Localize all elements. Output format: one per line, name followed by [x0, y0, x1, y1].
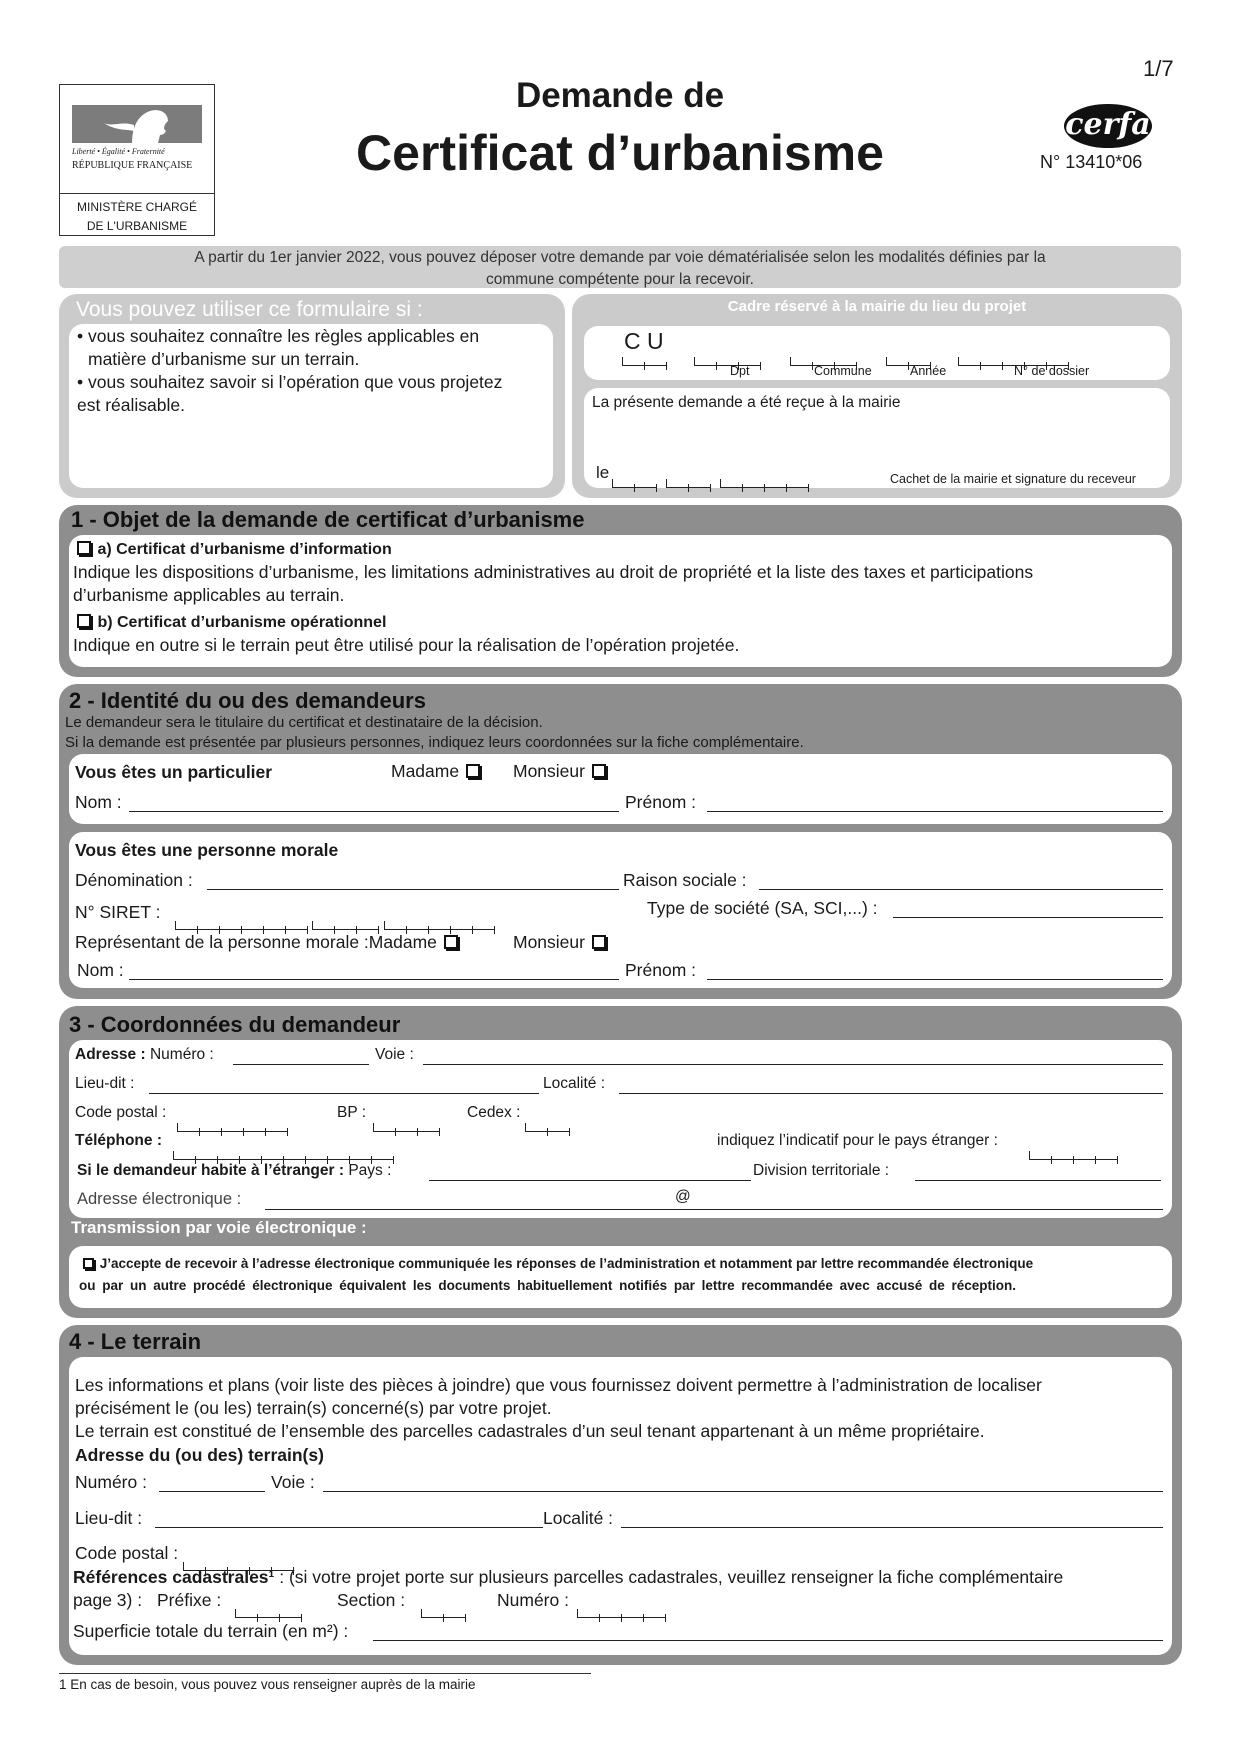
mairie-title: Cadre réservé à la mairie du lieu du projet — [727, 298, 1027, 315]
personne-morale-box — [69, 832, 1172, 988]
indicatif-boxes[interactable] — [1029, 1142, 1118, 1160]
prefixe-label: Préfixe : — [157, 1590, 222, 1610]
section-1-box — [69, 535, 1172, 667]
logo-republic: RÉPUBLIQUE FRANÇAISE — [72, 160, 193, 171]
telephone-label: Téléphone : — [75, 1132, 162, 1149]
prefixe-boxes[interactable] — [235, 1600, 302, 1618]
dpt-boxes[interactable] — [694, 348, 761, 366]
denomination-field[interactable] — [207, 889, 619, 890]
terrain-p3: Le terrain est constitué de l’ensemble des parcelles cadastrales d’un seul tenant appartenant à un même propriétaire. — [75, 1421, 985, 1441]
usage-panel — [59, 294, 565, 498]
section-1-title: 1 - Objet de la demande de certificat d’urbanisme — [71, 507, 585, 532]
ref-cadastrales-text: : (si votre projet porte sur plusieurs parcelles cadastrales, veuillez renseigner la fiche complémentaire — [274, 1567, 1064, 1587]
telephone-boxes[interactable] — [173, 1142, 394, 1160]
terrain-localite-field[interactable] — [621, 1527, 1163, 1528]
numero-label: Numéro : — [149, 1046, 214, 1063]
cedex-label: Cedex : — [467, 1104, 521, 1121]
division-label: Division territoriale : — [753, 1162, 890, 1179]
monsieur-label: Monsieur — [513, 761, 585, 781]
checkbox-cu-information[interactable] — [77, 541, 91, 555]
section-4 — [59, 1325, 1182, 1665]
siret-boxes[interactable] — [175, 912, 495, 930]
prenom-label: Prénom : — [625, 792, 696, 812]
cerfa-number: N° 13410*06 — [1040, 152, 1143, 172]
representant-nom-label: Nom : — [77, 960, 124, 980]
section-boxes[interactable] — [421, 1600, 466, 1618]
page-number: 1/7 — [1143, 56, 1174, 81]
lieudit-label: Lieu-dit : — [75, 1075, 135, 1092]
type-societe-label: Type de société (SA, SCI,...) : — [647, 898, 878, 918]
email-label: Adresse électronique : — [77, 1190, 242, 1208]
mairie-panel — [572, 294, 1182, 498]
cu-information-label: a) Certificat d’urbanisme d’information — [97, 541, 392, 558]
footnote: 1 En cas de besoin, vous pouvez vous renseigner auprès de la mairie — [59, 1677, 476, 1692]
personne-morale-label: Vous êtes une personne morale — [75, 840, 339, 860]
section-label: Section : — [337, 1590, 406, 1610]
usage-bullet-1b: matière d’urbanisme sur un terrain. — [88, 349, 360, 369]
etranger-label: Si le demandeur habite à l’étranger : — [77, 1162, 345, 1179]
terrain-numero-label: Numéro : — [75, 1472, 147, 1492]
terrain-localite-label: Localité : — [543, 1508, 614, 1528]
cu-operationnel-desc: Indique en outre si le terrain peut être utilisé pour la réalisation de l’opération projetée. — [73, 635, 740, 655]
dpt-label: Dpt — [730, 364, 750, 378]
logo-divider — [60, 193, 214, 194]
cu-operationnel-label: b) Certificat d’urbanisme opérationnel — [97, 614, 387, 631]
cerfa-logo: cerfa — [1064, 104, 1152, 148]
cu-information-desc-1: Indique les dispositions d’urbanisme, les limitations administratives au droit de propriété et la liste des taxes et participations — [73, 562, 1034, 582]
date-boxes[interactable] — [612, 470, 809, 488]
section-2-title: 2 - Identité du ou des demandeurs — [69, 688, 426, 713]
superficie-label: Superficie totale du terrain (en m²) : — [73, 1621, 349, 1641]
pays-field[interactable] — [429, 1180, 751, 1181]
checkbox-cu-operationnel[interactable] — [77, 614, 91, 628]
ref-page-label: page 3) : — [73, 1590, 143, 1610]
particulier-label: Vous êtes un particulier — [75, 762, 273, 782]
section-1 — [59, 505, 1182, 677]
cp-boxes[interactable] — [177, 1114, 288, 1132]
recue-text: La présente demande a été reçue à la mairie — [592, 394, 901, 411]
coordonnees-box — [69, 1040, 1172, 1218]
transmission-title: Transmission par voie électronique : — [71, 1218, 367, 1237]
mairie-receipt-box — [584, 388, 1170, 488]
transmission-box — [69, 1246, 1172, 1308]
superficie-field[interactable] — [373, 1640, 1163, 1641]
checkbox-monsieur[interactable] — [592, 764, 606, 778]
adresse-label: Adresse : — [75, 1046, 146, 1063]
terrain-p2: précisément le (ou les) terrain(s) concerné(s) par votre projet. — [75, 1398, 552, 1418]
footnote-divider — [59, 1673, 591, 1674]
usage-title: Vous pouvez utiliser ce formulaire si : — [76, 298, 423, 321]
localite-field[interactable] — [619, 1093, 1163, 1094]
numero-field[interactable] — [233, 1064, 369, 1065]
le-label: le — [596, 463, 610, 482]
marianne-emblem — [72, 105, 202, 143]
checkbox-representant-monsieur[interactable] — [592, 935, 606, 949]
type-societe-field[interactable] — [893, 917, 1163, 918]
email-at: @ — [675, 1188, 691, 1205]
section-4-title: 4 - Le terrain — [69, 1329, 202, 1354]
terrain-adresse-title: Adresse du (ou des) terrain(s) — [75, 1445, 324, 1465]
commune-label: Commune — [814, 364, 872, 378]
email-field[interactable] — [265, 1209, 1163, 1210]
banner-line-1: A partir du 1er janvier 2022, vous pouvez déposer votre demande par voie dématérialisée selon les modalités définies par la — [194, 249, 1046, 266]
terrain-lieudit-label: Lieu-dit : — [75, 1508, 143, 1528]
voie-field[interactable] — [423, 1064, 1163, 1065]
parcelle-numero-label: Numéro : — [497, 1590, 569, 1610]
banner-line-2: commune compétente pour la recevoir. — [486, 271, 754, 288]
cu-information-desc-2: d’urbanisme applicables au terrain. — [73, 585, 345, 605]
section-3-title: 3 - Coordonnées du demandeur — [69, 1012, 401, 1037]
ref-cadastrales-label: Références cadastrales¹ — [73, 1567, 275, 1587]
dossier-label: N° de dossier — [1014, 364, 1090, 378]
terrain-cp-label: Code postal : — [75, 1543, 179, 1563]
representant-monsieur-label: Monsieur — [513, 932, 585, 952]
cu-label: C U — [624, 328, 664, 354]
indicatif-label: indiquez l’indicatif pour le pays étranger : — [717, 1132, 998, 1149]
checkbox-accept-electronic[interactable] — [83, 1258, 94, 1269]
terrain-voie-label: Voie : — [271, 1472, 315, 1492]
logo-ministry-1: MINISTÈRE CHARGÉ — [76, 200, 197, 214]
title-small: Demande de — [515, 76, 725, 115]
terrain-p1: Les informations et plans (voir liste des pièces à joindre) que vous fournissez doivent permettre à l’administration de localiser — [75, 1375, 1042, 1395]
accept-line-2: ou par un autre procédé électronique équivalent les documents habituellement notifiés par lettre recommandée avec accusé de réception. — [79, 1278, 1017, 1293]
particulier-box — [69, 754, 1172, 824]
pays-label: Pays : — [348, 1162, 392, 1179]
denomination-label: Dénomination : — [75, 870, 193, 890]
division-field[interactable] — [915, 1180, 1161, 1181]
madame-label: Madame — [391, 761, 460, 781]
mairie-number-box — [584, 326, 1170, 380]
logo-motto: Liberté • Égalité • Fraternité — [72, 147, 165, 156]
localite-label: Localité : — [543, 1075, 606, 1092]
cedex-boxes[interactable] — [525, 1114, 570, 1132]
raison-sociale-label: Raison sociale : — [623, 870, 747, 890]
representant-prenom-label: Prénom : — [625, 960, 696, 980]
representant-prenom-field[interactable] — [707, 979, 1163, 980]
terrain-voie-field[interactable] — [323, 1491, 1163, 1492]
representant-label: Représentant de la personne morale :Madame — [75, 932, 437, 952]
section-2-intro-1: Le demandeur sera le titulaire du certificat et destinataire de la décision. — [65, 714, 543, 731]
terrain-box — [69, 1357, 1172, 1655]
raison-sociale-field[interactable] — [759, 889, 1163, 890]
nom-label: Nom : — [75, 792, 122, 812]
bp-label: BP : — [337, 1104, 367, 1121]
siret-label: N° SIRET : — [75, 902, 161, 922]
section-2 — [59, 684, 1182, 999]
bp-boxes[interactable] — [373, 1114, 440, 1132]
cachet-label: Cachet de la mairie et signature du receveur — [890, 472, 1136, 486]
representant-nom-field[interactable] — [129, 979, 619, 980]
voie-label: Voie : — [375, 1046, 414, 1063]
terrain-numero-field[interactable] — [159, 1491, 265, 1492]
annee-label: Année — [910, 364, 947, 378]
info-banner — [59, 246, 1181, 288]
parcelle-numero-boxes[interactable] — [577, 1600, 666, 1618]
prenom-field[interactable] — [707, 811, 1163, 812]
section-3 — [59, 1006, 1182, 1318]
republique-logo — [59, 84, 215, 236]
lieudit-field[interactable] — [149, 1093, 539, 1094]
logo-ministry-2: DE L'URBANISME — [86, 219, 188, 233]
page-title: Certificat d’urbanisme — [356, 125, 884, 181]
usage-bullet-2b: est réalisable. — [77, 395, 185, 415]
terrain-lieudit-field[interactable] — [155, 1527, 543, 1528]
checkbox-representant-madame[interactable] — [444, 935, 458, 949]
section-2-intro-2: Si la demande est présentée par plusieurs personnes, indiquez leurs coordonnées sur la fiche complémentaire. — [65, 734, 804, 751]
accept-line-1: J’accepte de recevoir à l’adresse électronique communiquée les réponses de l’administration et notamment par lettre recommandée électronique — [99, 1256, 1034, 1271]
usage-bullet-1a: • vous souhaitez connaître les règles applicables en — [77, 326, 480, 346]
usage-box — [69, 324, 553, 488]
cp-label: Code postal : — [75, 1104, 167, 1121]
usage-bullet-2a: • vous souhaitez savoir si l’opération que vous projetez — [77, 372, 503, 392]
nom-field[interactable] — [129, 811, 619, 812]
checkbox-madame[interactable] — [466, 764, 480, 778]
